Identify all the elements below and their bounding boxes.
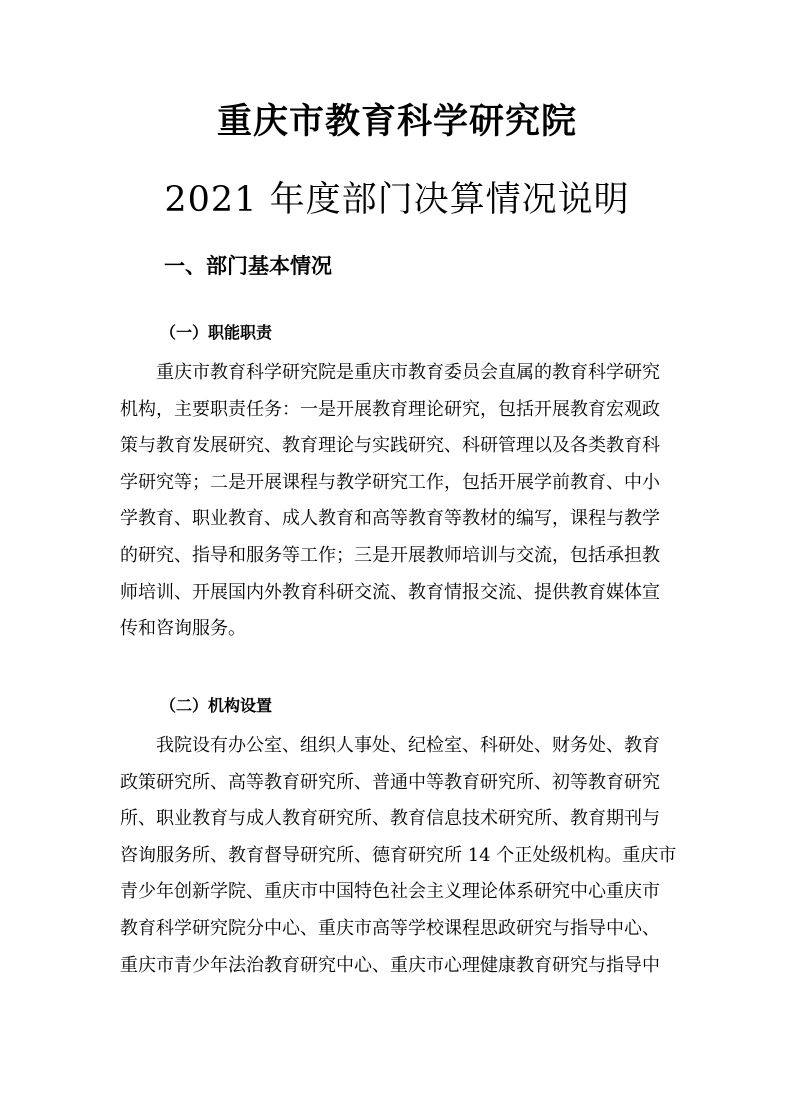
paragraph-line: 学研究等；二是开展课程与教学研究工作，包括开展学前教育、中小 [120,471,660,493]
paragraph-line: 教育科学研究院分中心、重庆市高等学校课程思政研究与指导中心、 [120,917,660,939]
paragraph-line: 我院设有办公室、组织人事处、纪检室、科研处、财务处、教育 [156,735,660,756]
paragraph-line: 所、职业教育与成人教育研究所、教育信息技术研究所、教育期刊与 [120,808,660,830]
paragraph-line: 的研究、指导和服务等工作；三是开展教师培训与交流，包括承担教 [120,544,660,566]
paragraph-duties [120,355,676,648]
section-heading-basic-info: 一、部门基本情况 [164,254,332,278]
document-title-line2: 2021 年度部门决算情况说明 [164,180,630,220]
paragraph-line: 重庆市教育科学研究院是重庆市教育委员会直属的教育科学研究 [156,362,660,383]
paragraph-line: 传和咨询服务。 [120,618,246,640]
paragraph-line: 政策研究所、高等教育研究所、普通中等教育研究所、初等教育研究 [120,771,660,793]
document-title-line1: 重庆市教育科学研究院 [216,101,577,142]
paragraph-line: 咨询服务所、教育督导研究所、德育研究所 14 个正处级机构。重庆市 [120,844,676,866]
paragraph-line: 机构，主要职责任务：一是开展教育理论研究，包括开展教育宏观政 [120,398,660,420]
paragraph-line: 学教育、职业教育、成人教育和高等教育等教材的编写，课程与教学 [120,508,660,530]
paragraph-line: 重庆市青少年法治教育研究中心、重庆市心理健康教育研究与指导中 [120,954,660,976]
paragraph-line: 师培训、开展国内外教育科研交流、教育情报交流、提供教育媒体宣 [120,581,660,603]
paragraph-line: 策与教育发展研究、教育理论与实践研究、科研管理以及各类教育科 [120,435,660,457]
paragraph-organization [120,728,676,984]
subsection-heading-duties: （一）职能职责 [160,323,273,342]
paragraph-line: 青少年创新学院、重庆市中国特色社会主义理论体系研究中心重庆市 [120,881,660,903]
subsection-heading-organization: （二）机构设置 [160,696,273,715]
